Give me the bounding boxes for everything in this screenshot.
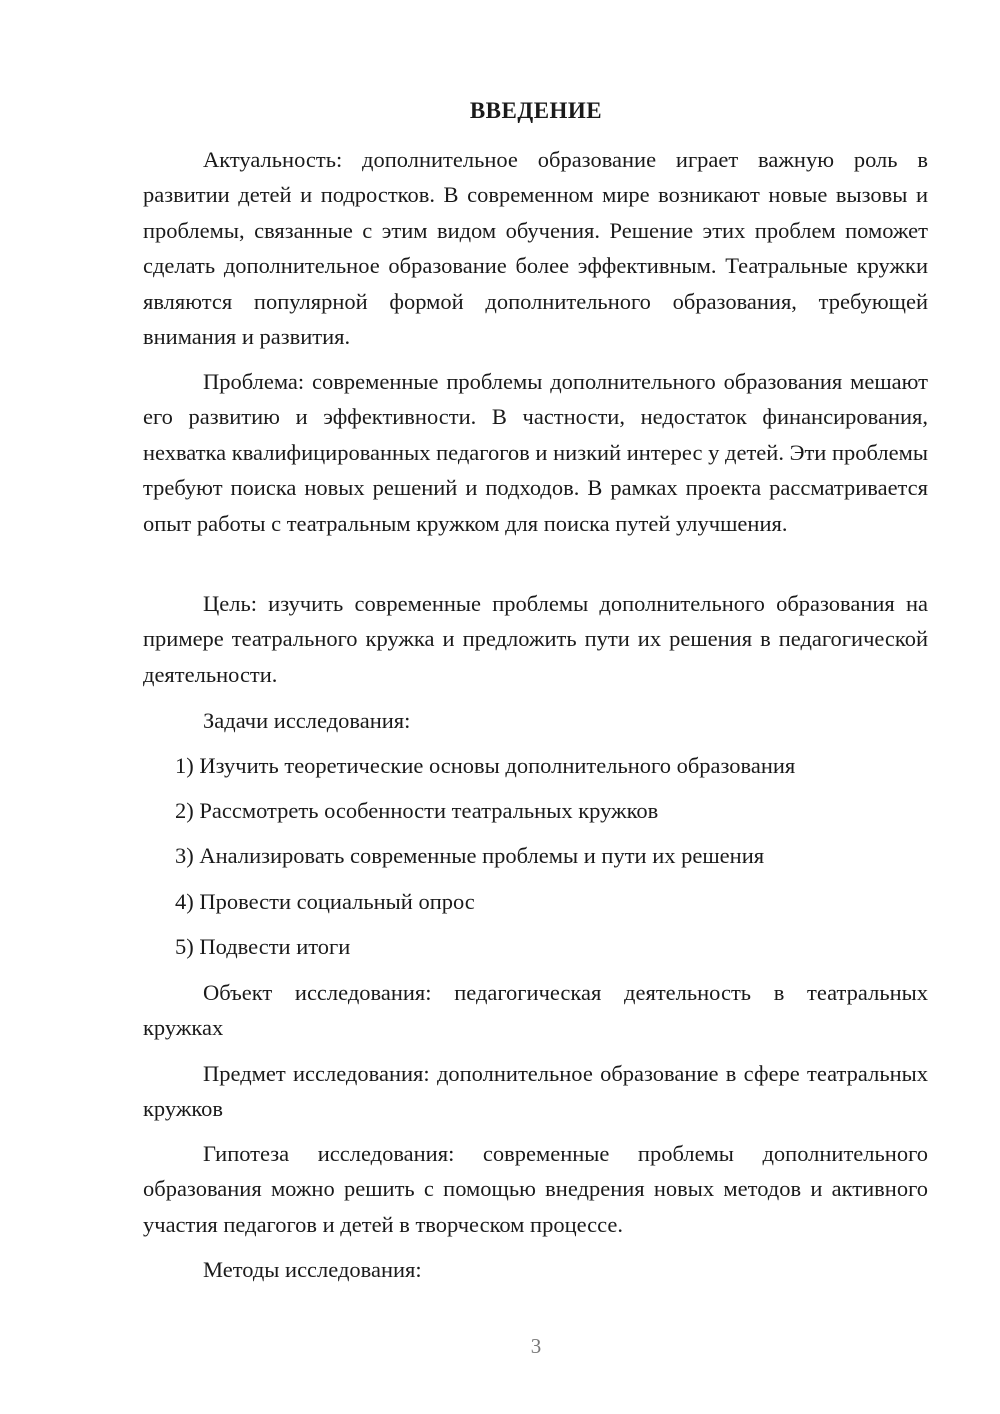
methods-heading: Методы исследования: [203, 1257, 422, 1282]
goal-paragraph: Цель: изучить современные проблемы дополнительного образования на примере театрального кружка и предложить пути их решения в педагогической деятельности. [143, 591, 928, 687]
tasks-heading: Задачи исследования: [203, 708, 411, 733]
subject-paragraph: Предмет исследования: дополнительное образование в сфере театральных кружков [143, 1061, 928, 1122]
list-item: 1) Изучить теоретические основы дополнительного образования [175, 753, 796, 778]
page-title: ВВЕДЕНИЕ [469, 98, 603, 123]
object-paragraph: Объект исследования: педагогическая деятельность в театральных кружках [143, 980, 928, 1041]
list-item: 4) Провести социальный опрос [175, 888, 475, 914]
hypothesis-paragraph: Гипотеза исследования: современные проблемы дополнительного образования можно решить с помощью внедрения новых методов и активного участия педагогов и детей в творческом процессе. [143, 1141, 928, 1237]
list-item: 5) Подвести итоги [175, 933, 351, 959]
problem-paragraph: Проблема: современные проблемы дополнительного образования мешают его развитию и эффективности. В частности, недостаток финансирования, нехватка квалифицированных педагогов и низкий интерес у детей. Эти проблемы требуют поиска новых решений и подходов. В рамках проекта рассматривается опыт работы с театральным кружком для поиска путей улучшения. [143, 369, 928, 536]
list-item: 3) Анализировать современные проблемы и пути их решения [175, 843, 765, 869]
list-item: 2) Рассмотреть особенности театральных кружков [175, 798, 659, 824]
relevance-paragraph: Актуальность: дополнительное образование играет важную роль в развитии детей и подростков. В современном мире возникают новые вызовы и проблемы, связанные с этим видом обучения. Решение этих проблем поможет сделать дополнительное образование более эффективным. Театральные кружки являются популярной формой дополнительного образования, требующей внимания и развития. [143, 147, 928, 350]
page-number: 3 [530, 1334, 542, 1358]
tasks-list [175, 751, 935, 977]
